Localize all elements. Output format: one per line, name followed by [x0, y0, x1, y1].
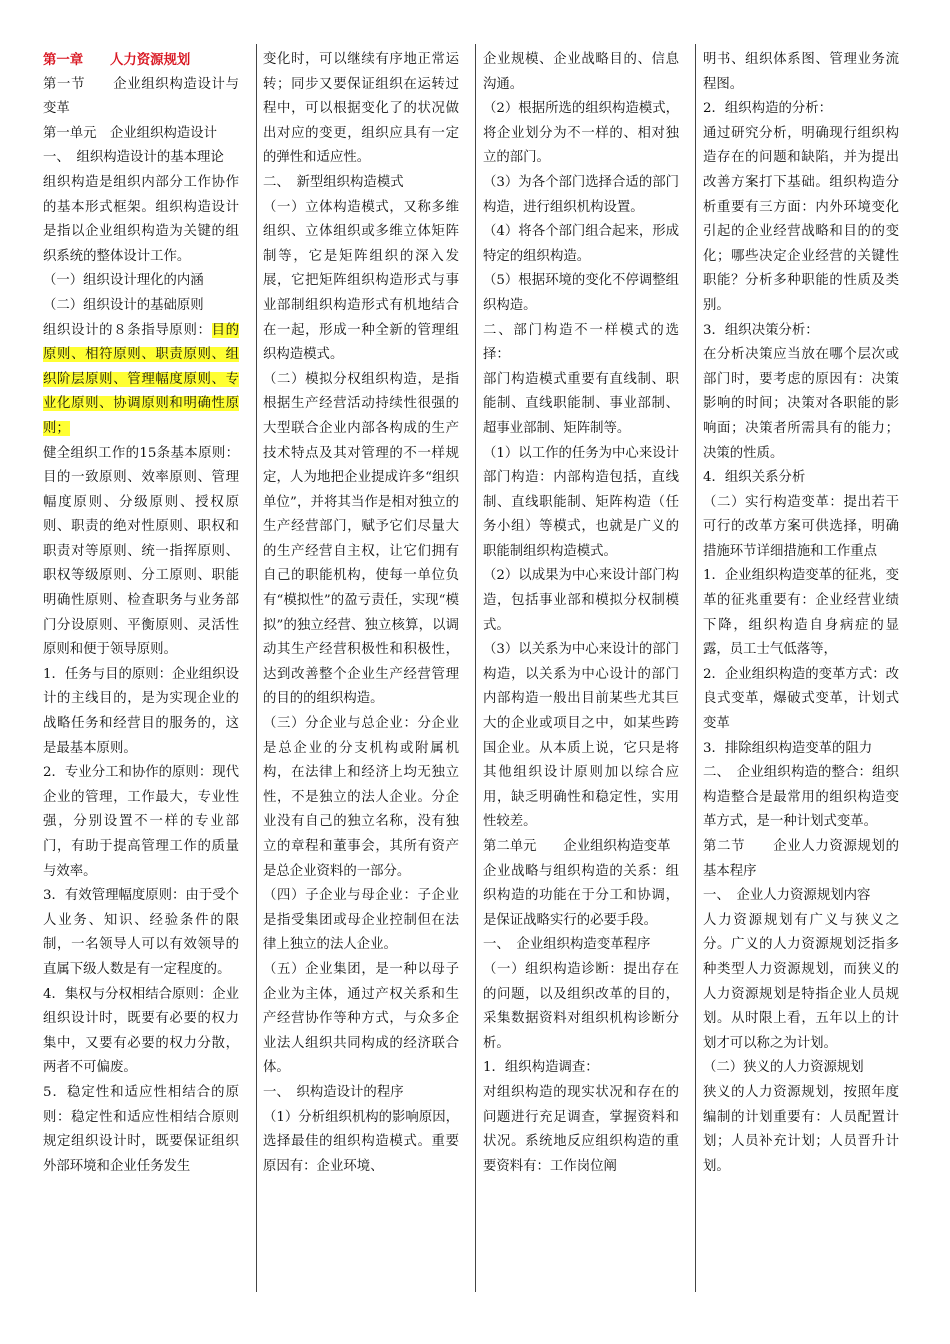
- paragraph: 2．企业组织构造的变革方式：改良式变革，爆破式变革，计划式变革: [703, 666, 899, 732]
- column-1: [43, 48, 239, 1179]
- paragraph: 明书、组织体系图、管理业务流程图。: [703, 52, 899, 92]
- unit-heading: 第一单元 企业组织构造设计: [43, 125, 218, 141]
- subheading: 一、 企业人力资源规划内容: [703, 888, 871, 904]
- column-divider: [695, 44, 696, 1292]
- paragraph: 狭义的人力资源规划，按照年度编制的计划重要有：人员配置计划；人员补充计划；人员晋升计划。: [703, 1084, 899, 1174]
- paragraph: 二、 企业组织构造的整合：组织构造整合是最常用的组织构造变革方式，是一种计划式变革。: [703, 765, 899, 830]
- paragraph: （1）以工作的任务为中心来设计部门构造：内部构造包括，直线制、直线职能制、矩阵构造（任务小组）等模式，也就是广义的职能制组织构造模式。: [483, 445, 679, 559]
- subheading: （二）组织设计的基础原则: [43, 297, 204, 313]
- paragraph: （四）子企业与母企业：子企业是指受集团或母企业控制但在法律上独立的法人企业。: [263, 888, 459, 953]
- paragraph: 组织构造是组织内部分工作协作的基本形式框架。组织构造设计是指以企业组织构造为关键的组织系统的整体设计工作。: [43, 174, 239, 264]
- paragraph: [43, 319, 239, 442]
- subheading: 3．组织决策分析：: [703, 322, 819, 338]
- column-2: [263, 48, 459, 1179]
- subheading: 4．组织关系分析: [703, 470, 806, 486]
- paragraph: 人力资源规划有广义与狭义之分。广义的人力资源规划泛指多种类型人力资源规划，而狭义的人力资源规划是特指企业人员规划。从时限上看，五年以上的计划才可以称之为计划。: [703, 912, 899, 1051]
- paragraph: 4．集权与分权相结合原则：企业组织设计时，既要有必要的权力集中，又要有必要的权力分散，两者不可偏废。: [43, 986, 239, 1076]
- paragraph: 5．稳定性和适应性相结合的原则：稳定性和适应性相结合原则规定组织设计时，既要保证组织外部环境和企业任务发生: [43, 1084, 239, 1174]
- paragraph: （5）根据环境的变化不停调整组织构造。: [483, 273, 679, 313]
- paragraph: 对组织构造的现实状况和存在的问题进行充足调查，掌握资料和状况。系统地反应组织构造的重要资料有：工作岗位阐: [483, 1084, 679, 1174]
- paragraph: （三）分企业与总企业：分企业是总企业的分支机构或附属机构，在法律上和经济上均无独立性，不是独立的法人企业。分企业没有自己的独立名称，没有独立的章程和董事会，其所有资产是总企业资料的一部分。: [263, 716, 459, 879]
- text: 组织设计的８条指导原则：: [43, 322, 212, 338]
- subheading: 二、部门构造不一样模式的选择：: [483, 322, 679, 363]
- column-3: [483, 48, 679, 1179]
- column-4: [703, 48, 899, 1179]
- section-heading: 第一节 企业组织构造设计与变革: [43, 76, 239, 117]
- subheading: 一、 组织构造设计的基本理论: [43, 150, 224, 166]
- paragraph: （3）为各个部门选择合适的部门构造，进行组织机构设置。: [483, 174, 679, 215]
- column-divider: [475, 44, 476, 1292]
- paragraph: 3．有效管理幅度原则：由于受个人业务、知识、经验条件的限制，一名领导人可以有效领导的直属下级人数是有一定程度的。: [43, 888, 239, 977]
- paragraph: 变化时，可以继续有序地正常运转；同步又要保证组织在运转过程中，可以根据变化了的状况做出对应的变更，组织应具有一定的弹性和适应性。: [263, 52, 459, 166]
- paragraph: 2．专业分工和协作的原则：现代企业的管理，工作最大，专业性强，分别设置不一样的专业部门，有助于提高管理工作的质量与效率。: [43, 765, 239, 879]
- section-heading: 第二节 企业人力资源规划的基本程序: [703, 839, 899, 879]
- paragraph: 1．企业组织构造变革的征兆，变革的征兆重要有：企业经营业绩下降，组织构造自身病症的显露，员工士气低落等，: [703, 568, 899, 658]
- paragraph: 健全组织工作的15条基本原则：目的一致原则、效率原则、管理幅度原则、分级原则、授权原则、职责的绝对性原则、职权和职责对等原则、统一指挥原则、职权等级原则、分工原则、职能明确性原则、检查职务与业务部门分设原则、平衡原则、灵活性原则和便于领导原则。: [43, 445, 239, 658]
- paragraph: （2）根据所选的组织构造模式，将企业划分为不一样的、相对独立的部门。: [483, 101, 679, 166]
- subheading: （一）组织设计理化的内涵: [43, 273, 204, 289]
- highlighted-text: 目的原则、相符原则、职责原则、组织阶层原则、管理幅度原则、专业化原则、协调原则和明确性原则；: [43, 322, 239, 436]
- paragraph: （4）将各个部门组合起来，形成特定的组织构造。: [483, 224, 679, 264]
- paragraph: （一）组织构造诊断：提出存在的问题，以及组织改革的目的，采集数据资料对组织机构诊断分析。: [483, 961, 679, 1051]
- paragraph: 通过研究分析，明确现行组织构造存在的问题和缺陷，并为提出改善方案打下基础。组织构造分析重要有三方面：内外环境变化引起的企业经营战略和目的的变化；哪些决定企业经营的关键性职能？分析多种职能的性质及类别。: [703, 125, 899, 313]
- subheading: 二、 新型组织构造模式: [263, 174, 404, 190]
- paragraph: 企业战略与组织构造的关系：组织构造的功能在于分工和协调，是保证战略实行的必要手段。: [483, 863, 679, 928]
- paragraph: （二）实行构造变革：提出若干可行的改革方案可供选择，明确措施环节详细措施和工作重点: [703, 494, 899, 559]
- paragraph: （二）模拟分权组织构造，是指根据生产经营活动持续性很强的大型联合企业内部各构成的生产技术特点及其对管理的不一样规定，人为地把企业提成许多“组织单位”，并将其当作是相对独立的生产经营部门，赋予它们尽量大的生产经营自主权，让它们拥有自己的职能机构，使每一单位负有“模拟性”的盈亏责任，实现“模拟”的独立经营、独立核算，以调动其生产经营积极性和积极性，达到改善整个企业生产经营管理的目的的组织构造。: [263, 371, 459, 707]
- paragraph: （一）立体构造模式，又称多维组织、立体组织或多维立体矩阵制等，它是矩阵组织的深入发展，它把矩阵组织构造形式与事业部制组织构造形式有机地结合在一起，形成一种全新的管理组织构造模式。: [263, 199, 459, 363]
- subheading: 一、 企业组织构造变革程序: [483, 937, 651, 953]
- subheading: 一、 织构造设计的程序: [263, 1084, 404, 1100]
- subheading: （二）狭义的人力资源规划: [703, 1060, 864, 1076]
- chapter-title: 第一章 人力资源规划: [43, 52, 191, 68]
- paragraph: 3．排除组织构造变革的阻力: [703, 740, 873, 756]
- unit-heading: 第二单元 企业组织构造变革: [483, 839, 671, 854]
- paragraph: （2）以成果为中心来设计部门构造，包括事业部和模拟分权制模式。: [483, 568, 679, 633]
- column-divider: [256, 44, 257, 1292]
- paragraph: 1．任务与目的原则：企业组织设计的主线目的，是为实现企业的战略任务和经营目的服务的，这是最基本原则。: [43, 666, 239, 756]
- paragraph: （五）企业集团，是一种以母子企业为主体，通过产权关系和生产经营协作等种方式，与众多企业法人组织共同构成的经济联合体。: [263, 961, 459, 1076]
- paragraph: 在分析决策应当放在哪个层次或部门时，要考虑的原因有：决策影响的时间；决策对各职能的影响面；决策者所需具有的能力；决策的性质。: [703, 347, 899, 461]
- subheading: 1．组织构造调查：: [483, 1060, 599, 1076]
- paragraph: 企业规模、企业战略目的、信息沟通。: [483, 52, 679, 92]
- paragraph: 部门构造模式重要有直线制、职能制、直线职能制、事业部制、超事业部制、矩阵制等。: [483, 371, 679, 436]
- paragraph: （3）以关系为中心来设计的部门构造，以关系为中心设计的部门内部构造一般出目前某些尤其巨大的企业或项目之中，如某些跨国企业。从本质上说，它只是将其他组织设计原则加以综合应用，缺乏明确性和稳定性，实用性较差。: [483, 642, 679, 830]
- paragraph: （1）分析组织机构的影响原因，选择最佳的组织构造模式。重要原因有：企业环境、: [263, 1109, 459, 1174]
- subheading: 2．组织构造的分析：: [703, 101, 833, 117]
